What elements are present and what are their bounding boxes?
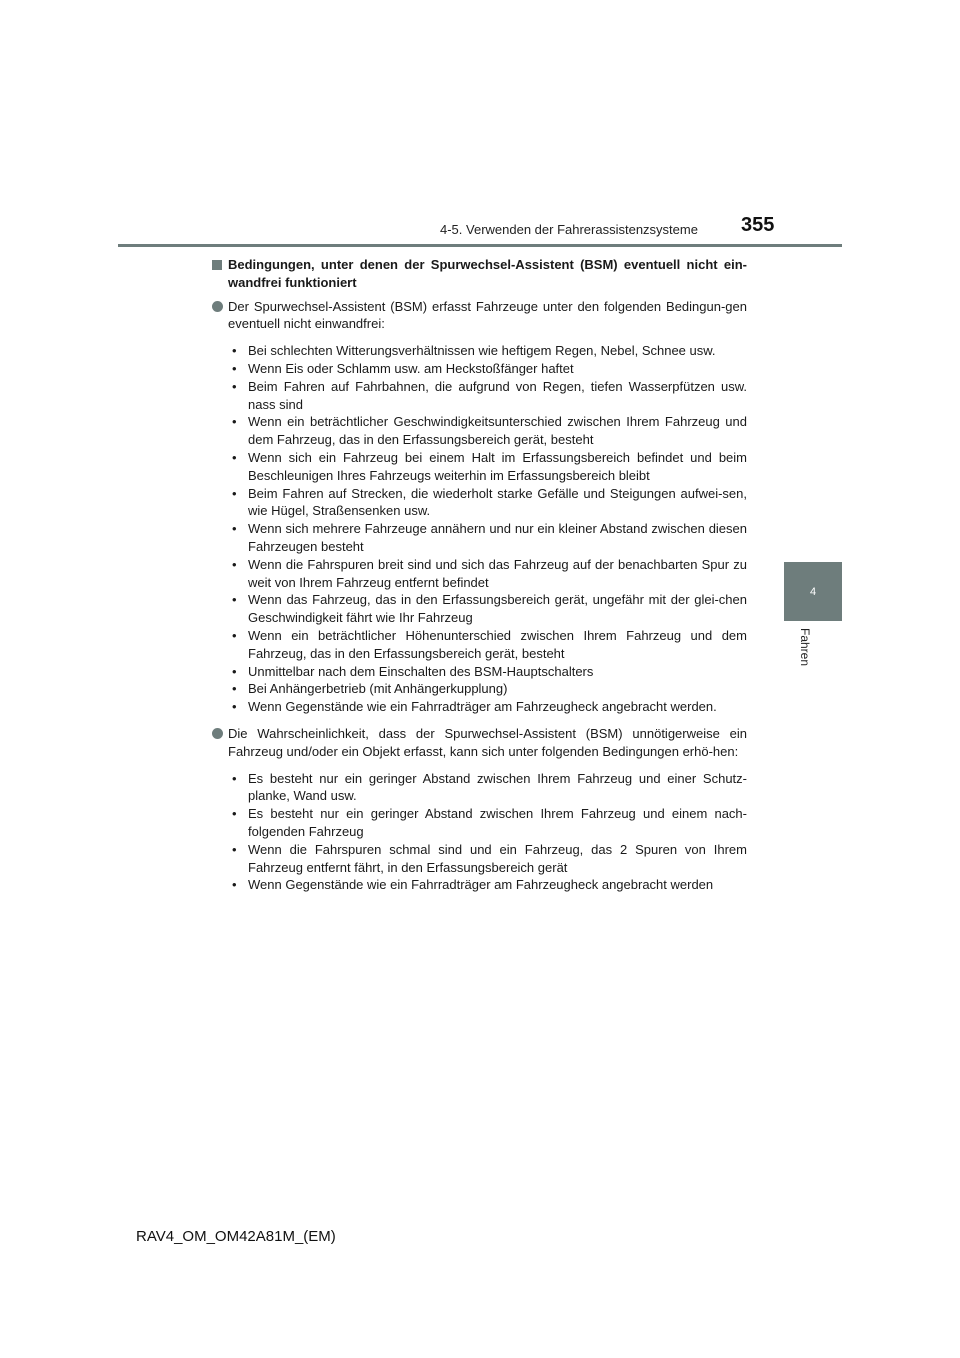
page-number: 355: [741, 214, 775, 236]
bullet-dot-icon: •: [232, 699, 237, 715]
bullet-text: Wenn ein beträchtlicher Höhenunterschied zwischen Ihrem Fahrzeug und dem Fahrzeug, das in den Erfassungsbereich gerät, besteht: [248, 627, 747, 661]
bullet-item: [232, 360, 747, 378]
bullet-text: Wenn ein beträchtlicher Geschwindigkeitsunterschied zwischen Ihrem Fahrzeug und dem Fahrzeug, das in den Erfassungsbereich gerät, besteht: [248, 414, 747, 448]
bullet-text: Unmittelbar nach dem Einschalten des BSM-Hauptschalters: [248, 663, 594, 679]
bullet-item: [232, 876, 747, 894]
bullet-dot-icon: •: [232, 663, 237, 679]
circle-bullet-icon: [212, 301, 223, 312]
bullet-item: [232, 449, 747, 485]
circle-bullet-icon: [212, 728, 223, 739]
bullet-dot-icon: •: [232, 414, 237, 430]
bullet-dot-icon: •: [232, 343, 237, 359]
bullet-dot-icon: •: [232, 378, 237, 394]
bullet-item: [232, 378, 747, 414]
bullet-dot-icon: •: [232, 485, 237, 501]
bullet-dot-icon: •: [232, 877, 237, 893]
bullet-text: Bei schlechten Witterungsverhältnissen wie heftigem Regen, Nebel, Schnee usw.: [248, 343, 716, 359]
header-rule: [118, 244, 842, 247]
bullet-dot-icon: •: [232, 521, 237, 537]
list-item-text: Der Spurwechsel-Assistent (BSM) erfasst Fahrzeuge unter den folgenden Bedingun-gen eventuell nicht einwandfrei:: [228, 298, 747, 332]
chapter-number: 4: [809, 585, 817, 598]
bullet-dot-icon: •: [232, 681, 237, 697]
bullet-text: Wenn sich ein Fahrzeug bei einem Halt im Erfassungsbereich befindet und beim Beschleunigen Ihres Fahrzeugs weiterhin im Erfassungsbereich bleibt: [248, 449, 747, 483]
bullet-text: Beim Fahren auf Fahrbahnen, die aufgrund von Regen, tiefen Wasserpfützen usw. nass sind: [248, 378, 747, 412]
bullet-item: [232, 841, 747, 877]
bullet-item: [232, 698, 747, 716]
bullet-list: [212, 770, 747, 895]
bullet-text: Wenn die Fahrspuren schmal sind und ein Fahrzeug, das 2 Spuren von Ihrem Fahrzeug entfernt fährt, in den Erfassungsbereich gerät: [248, 841, 747, 875]
bullet-dot-icon: •: [232, 806, 237, 822]
list-item: [212, 725, 747, 761]
bullet-text: Wenn Gegenstände wie ein Fahrradträger am Fahrzeugheck angebracht werden.: [248, 699, 717, 715]
bullet-item: [232, 342, 747, 360]
square-bullet-icon: [212, 260, 222, 270]
bullet-item: [232, 805, 747, 841]
bullet-item: [232, 591, 747, 627]
section-heading-text: Bedingungen, unter denen der Spurwechsel-Assistent (BSM) eventuell nicht ein-wandfrei funktioniert: [228, 257, 747, 290]
bullet-list: [212, 342, 747, 716]
bullet-item: [232, 485, 747, 521]
bullet-text: Es besteht nur ein geringer Abstand zwischen Ihrem Fahrzeug und einem nach-folgenden Fahrzeug: [248, 806, 747, 839]
bullet-item: [232, 520, 747, 556]
bullet-dot-icon: •: [232, 556, 237, 572]
bullet-text: Wenn Eis oder Schlamm usw. am Heckstoßfänger haftet: [248, 360, 574, 376]
document-code: RAV4_OM_OM42A81M_(EM): [136, 1228, 336, 1245]
main-content: [212, 256, 747, 903]
bullet-dot-icon: •: [232, 449, 237, 465]
bullet-text: Beim Fahren auf Strecken, die wiederholt starke Gefälle und Steigungen aufwei-sen, wie Hügel, Straßensenken usw.: [248, 485, 747, 519]
bullet-text: Wenn das Fahrzeug, das in den Erfassungsbereich gerät, ungefähr mit der glei-chen Geschwindigkeit fährt wie Ihr Fahrzeug: [248, 592, 747, 626]
chapter-tab: [784, 562, 842, 621]
bullet-dot-icon: •: [232, 627, 237, 643]
bullet-text: Wenn sich mehrere Fahrzeuge annähern und nur ein kleiner Abstand zwischen diesen Fahrzeugen besteht: [248, 521, 747, 554]
bullet-item: [232, 663, 747, 681]
bullet-text: Bei Anhängerbetrieb (mit Anhängerkupplung): [248, 681, 508, 697]
bullet-text: Wenn die Fahrspuren breit sind und sich das Fahrzeug auf der benachbarten Spur zu weit von Ihrem Fahrzeug entfernt befindet: [248, 556, 747, 590]
bullet-item: [232, 413, 747, 449]
header-section-title: 4-5. Verwenden der Fahrerassistenzsysteme: [440, 222, 698, 237]
bullet-item: [232, 627, 747, 663]
bullet-text: Wenn Gegenstände wie ein Fahrradträger am Fahrzeugheck angebracht werden: [248, 877, 714, 893]
bullet-dot-icon: •: [232, 770, 237, 786]
bullet-item: [232, 680, 747, 698]
bullet-dot-icon: •: [232, 592, 237, 608]
bullet-text: Es besteht nur ein geringer Abstand zwischen Ihrem Fahrzeug und einer Schutz-planke, Wand usw.: [248, 770, 747, 804]
bullet-item: [232, 770, 747, 806]
bullet-dot-icon: •: [232, 360, 237, 376]
bullet-dot-icon: •: [232, 841, 237, 857]
chapter-label: Fahren: [798, 628, 812, 667]
list-item-text: Die Wahrscheinlichkeit, dass der Spurwechsel-Assistent (BSM) unnötigerweise ein Fahrzeug und/oder ein Objekt erfasst, kann sich unter folgenden Bedingungen erhö-hen:: [228, 725, 747, 759]
section-heading: [212, 256, 747, 292]
list-item: [212, 298, 747, 334]
bullet-item: [232, 556, 747, 592]
